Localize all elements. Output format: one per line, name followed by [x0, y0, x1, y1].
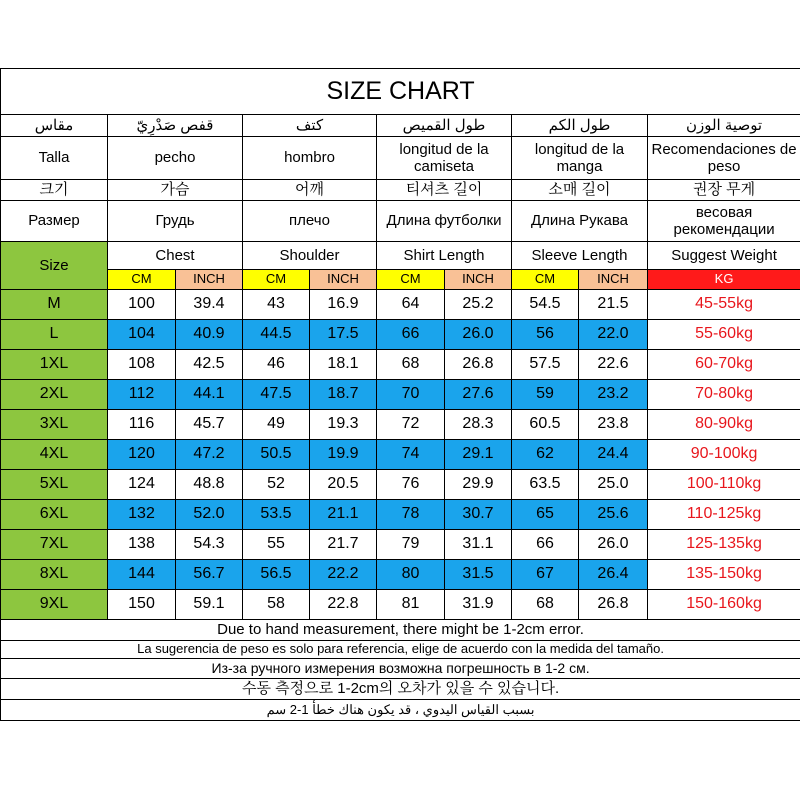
shoulder-inch-value: 21.1 — [310, 500, 377, 530]
shirt-length-inch-value: 31.1 — [445, 530, 512, 560]
sleeve-length-cm-value: 67 — [512, 560, 579, 590]
chest-cm-value: 116 — [108, 410, 176, 440]
table-row — [1, 500, 800, 530]
chest-cm-value: 124 — [108, 470, 176, 500]
shirt-length-inch-value: 28.3 — [445, 410, 512, 440]
sleeve-length-inch-value: 25.6 — [579, 500, 648, 530]
header-en-sleeve-length: Sleeve Length — [512, 242, 648, 270]
shirt-length-cm-value: 76 — [377, 470, 445, 500]
shirt-length-inch-value: 29.1 — [445, 440, 512, 470]
shoulder-inch-value: 21.7 — [310, 530, 377, 560]
shoulder-cm-value: 49 — [243, 410, 310, 440]
size-label: 4XL — [1, 440, 108, 470]
suggest-weight-value: 135-150kg — [648, 560, 800, 590]
unit-inch-chest: INCH — [176, 270, 243, 290]
unit-inch-shirt-length: INCH — [445, 270, 512, 290]
header-es-sleeve-length: longitud de la manga — [512, 137, 648, 180]
chest-inch-value: 48.8 — [176, 470, 243, 500]
shoulder-cm-value: 53.5 — [243, 500, 310, 530]
shirt-length-cm-value: 80 — [377, 560, 445, 590]
sleeve-length-inch-value: 25.0 — [579, 470, 648, 500]
shoulder-inch-value: 17.5 — [310, 320, 377, 350]
shoulder-cm-value: 50.5 — [243, 440, 310, 470]
note-korean: 수동 측정으로 1-2cm의 오차가 있을 수 있습니다. — [1, 679, 800, 700]
shoulder-inch-value: 18.1 — [310, 350, 377, 380]
chest-inch-value: 45.7 — [176, 410, 243, 440]
shirt-length-inch-value: 30.7 — [445, 500, 512, 530]
header-row-korean — [1, 180, 800, 201]
unit-cm-shoulder: CM — [243, 270, 310, 290]
size-label: 8XL — [1, 560, 108, 590]
table-row — [1, 440, 800, 470]
header-en-shoulder: Shoulder — [243, 242, 377, 270]
shirt-length-inch-value: 31.5 — [445, 560, 512, 590]
unit-inch-shoulder: INCH — [310, 270, 377, 290]
unit-cm-shirt-length: CM — [377, 270, 445, 290]
sleeve-length-cm-value: 66 — [512, 530, 579, 560]
note-row-russian — [1, 659, 800, 679]
shirt-length-cm-value: 70 — [377, 380, 445, 410]
sleeve-length-inch-value: 22.0 — [579, 320, 648, 350]
size-label: 7XL — [1, 530, 108, 560]
header-ar-shoulder: كتف — [243, 115, 377, 137]
header-es-weight: Recomendaciones de peso — [648, 137, 800, 180]
table-row — [1, 350, 800, 380]
table-row — [1, 530, 800, 560]
chest-inch-value: 39.4 — [176, 290, 243, 320]
shoulder-inch-value: 19.9 — [310, 440, 377, 470]
header-ar-chest: قفص صَدْرِيّ — [108, 115, 243, 137]
chest-inch-value: 59.1 — [176, 590, 243, 620]
sleeve-length-inch-value: 26.8 — [579, 590, 648, 620]
shirt-length-cm-value: 68 — [377, 350, 445, 380]
chest-inch-value: 54.3 — [176, 530, 243, 560]
header-ar-weight: توصية الوزن — [648, 115, 800, 137]
chest-inch-value: 42.5 — [176, 350, 243, 380]
size-label: M — [1, 290, 108, 320]
note-row-korean — [1, 679, 800, 700]
shirt-length-cm-value: 72 — [377, 410, 445, 440]
suggest-weight-value: 45-55kg — [648, 290, 800, 320]
shirt-length-inch-value: 31.9 — [445, 590, 512, 620]
header-ru-shirt-length: Длина футболки — [377, 201, 512, 242]
header-row-arabic — [1, 115, 800, 137]
sleeve-length-cm-value: 57.5 — [512, 350, 579, 380]
sleeve-length-cm-value: 54.5 — [512, 290, 579, 320]
shoulder-cm-value: 43 — [243, 290, 310, 320]
header-row-english — [1, 242, 800, 270]
shirt-length-inch-value: 29.9 — [445, 470, 512, 500]
sleeve-length-cm-value: 63.5 — [512, 470, 579, 500]
shoulder-inch-value: 16.9 — [310, 290, 377, 320]
header-ko-chest: 가슴 — [108, 180, 243, 201]
shirt-length-cm-value: 66 — [377, 320, 445, 350]
shirt-length-cm-value: 74 — [377, 440, 445, 470]
shoulder-inch-value: 18.7 — [310, 380, 377, 410]
table-row — [1, 470, 800, 500]
header-row-spanish — [1, 137, 800, 180]
header-row-russian — [1, 201, 800, 242]
shoulder-inch-value: 20.5 — [310, 470, 377, 500]
note-row-english — [1, 620, 800, 641]
chest-cm-value: 138 — [108, 530, 176, 560]
header-ru-size: Размер — [1, 201, 108, 242]
chest-cm-value: 104 — [108, 320, 176, 350]
header-en-chest: Chest — [108, 242, 243, 270]
sleeve-length-cm-value: 59 — [512, 380, 579, 410]
sleeve-length-cm-value: 56 — [512, 320, 579, 350]
table-row — [1, 320, 800, 350]
suggest-weight-value: 70-80kg — [648, 380, 800, 410]
table-row — [1, 560, 800, 590]
size-label: 9XL — [1, 590, 108, 620]
sleeve-length-inch-value: 24.4 — [579, 440, 648, 470]
sleeve-length-inch-value: 26.4 — [579, 560, 648, 590]
shoulder-inch-value: 22.8 — [310, 590, 377, 620]
header-ru-shoulder: плечо — [243, 201, 377, 242]
header-ko-shoulder: 어깨 — [243, 180, 377, 201]
chest-cm-value: 120 — [108, 440, 176, 470]
note-spanish: La sugerencia de peso es solo para referencia, elige de acuerdo con la medida del tamaño. — [1, 641, 800, 659]
shoulder-inch-value: 22.2 — [310, 560, 377, 590]
note-english: Due to hand measurement, there might be 1-2cm error. — [1, 620, 800, 641]
shirt-length-cm-value: 64 — [377, 290, 445, 320]
sleeve-length-cm-value: 60.5 — [512, 410, 579, 440]
table-row — [1, 410, 800, 440]
chest-inch-value: 40.9 — [176, 320, 243, 350]
chest-cm-value: 132 — [108, 500, 176, 530]
header-ru-weight: весовая рекомендации — [648, 201, 800, 242]
sleeve-length-inch-value: 21.5 — [579, 290, 648, 320]
unit-cm-chest: CM — [108, 270, 176, 290]
size-chart-table — [0, 68, 800, 721]
header-es-shirt-length: longitud de la camiseta — [377, 137, 512, 180]
unit-cm-sleeve-length: CM — [512, 270, 579, 290]
header-en-size: Size — [1, 242, 108, 290]
header-es-size: Talla — [1, 137, 108, 180]
table-row — [1, 290, 800, 320]
header-ar-sleeve-length: طول الكم — [512, 115, 648, 137]
header-ru-sleeve-length: Длина Рукава — [512, 201, 648, 242]
sleeve-length-cm-value: 65 — [512, 500, 579, 530]
note-russian: Из-за ручного измерения возможна погрешность в 1-2 см. — [1, 659, 800, 679]
shoulder-cm-value: 55 — [243, 530, 310, 560]
shoulder-cm-value: 52 — [243, 470, 310, 500]
shirt-length-cm-value: 79 — [377, 530, 445, 560]
shirt-length-inch-value: 26.0 — [445, 320, 512, 350]
chest-cm-value: 108 — [108, 350, 176, 380]
suggest-weight-value: 125-135kg — [648, 530, 800, 560]
shoulder-cm-value: 44.5 — [243, 320, 310, 350]
shirt-length-cm-value: 81 — [377, 590, 445, 620]
chest-inch-value: 44.1 — [176, 380, 243, 410]
header-en-weight: Suggest Weight — [648, 242, 800, 270]
size-label: L — [1, 320, 108, 350]
suggest-weight-value: 80-90kg — [648, 410, 800, 440]
header-ru-chest: Грудь — [108, 201, 243, 242]
suggest-weight-value: 90-100kg — [648, 440, 800, 470]
shirt-length-inch-value: 25.2 — [445, 290, 512, 320]
sleeve-length-cm-value: 62 — [512, 440, 579, 470]
unit-inch-sleeve-length: INCH — [579, 270, 648, 290]
shoulder-cm-value: 56.5 — [243, 560, 310, 590]
sleeve-length-inch-value: 23.8 — [579, 410, 648, 440]
size-label: 6XL — [1, 500, 108, 530]
table-row — [1, 380, 800, 410]
header-en-shirt-length: Shirt Length — [377, 242, 512, 270]
header-ko-sleeve-length: 소매 길이 — [512, 180, 648, 201]
chest-cm-value: 150 — [108, 590, 176, 620]
suggest-weight-value: 55-60kg — [648, 320, 800, 350]
chart-title: SIZE CHART — [1, 69, 800, 115]
header-ko-weight: 권장 무게 — [648, 180, 800, 201]
note-row-arabic — [1, 700, 800, 721]
suggest-weight-value: 60-70kg — [648, 350, 800, 380]
sleeve-length-inch-value: 26.0 — [579, 530, 648, 560]
chest-cm-value: 100 — [108, 290, 176, 320]
shoulder-cm-value: 47.5 — [243, 380, 310, 410]
shirt-length-inch-value: 26.8 — [445, 350, 512, 380]
unit-row — [1, 270, 800, 290]
header-es-shoulder: hombro — [243, 137, 377, 180]
size-label: 3XL — [1, 410, 108, 440]
size-label: 5XL — [1, 470, 108, 500]
suggest-weight-value: 150-160kg — [648, 590, 800, 620]
header-ko-size: 크기 — [1, 180, 108, 201]
shoulder-inch-value: 19.3 — [310, 410, 377, 440]
size-label: 2XL — [1, 380, 108, 410]
sleeve-length-inch-value: 22.6 — [579, 350, 648, 380]
header-ko-shirt-length: 티셔츠 길이 — [377, 180, 512, 201]
chest-cm-value: 112 — [108, 380, 176, 410]
header-ar-shirt-length: طول القميص — [377, 115, 512, 137]
unit-kg-weight: KG — [648, 270, 800, 290]
suggest-weight-value: 110-125kg — [648, 500, 800, 530]
shirt-length-inch-value: 27.6 — [445, 380, 512, 410]
suggest-weight-value: 100-110kg — [648, 470, 800, 500]
chest-inch-value: 52.0 — [176, 500, 243, 530]
sleeve-length-inch-value: 23.2 — [579, 380, 648, 410]
chest-inch-value: 47.2 — [176, 440, 243, 470]
chest-cm-value: 144 — [108, 560, 176, 590]
note-row-spanish — [1, 641, 800, 659]
shirt-length-cm-value: 78 — [377, 500, 445, 530]
note-arabic: بسبب القياس اليدوي ، قد يكون هناك خطأ 1-2 سم — [1, 700, 800, 721]
size-label: 1XL — [1, 350, 108, 380]
table-row — [1, 590, 800, 620]
shoulder-cm-value: 46 — [243, 350, 310, 380]
shoulder-cm-value: 58 — [243, 590, 310, 620]
header-ar-size: مقاس — [1, 115, 108, 137]
header-es-chest: pecho — [108, 137, 243, 180]
sleeve-length-cm-value: 68 — [512, 590, 579, 620]
chest-inch-value: 56.7 — [176, 560, 243, 590]
